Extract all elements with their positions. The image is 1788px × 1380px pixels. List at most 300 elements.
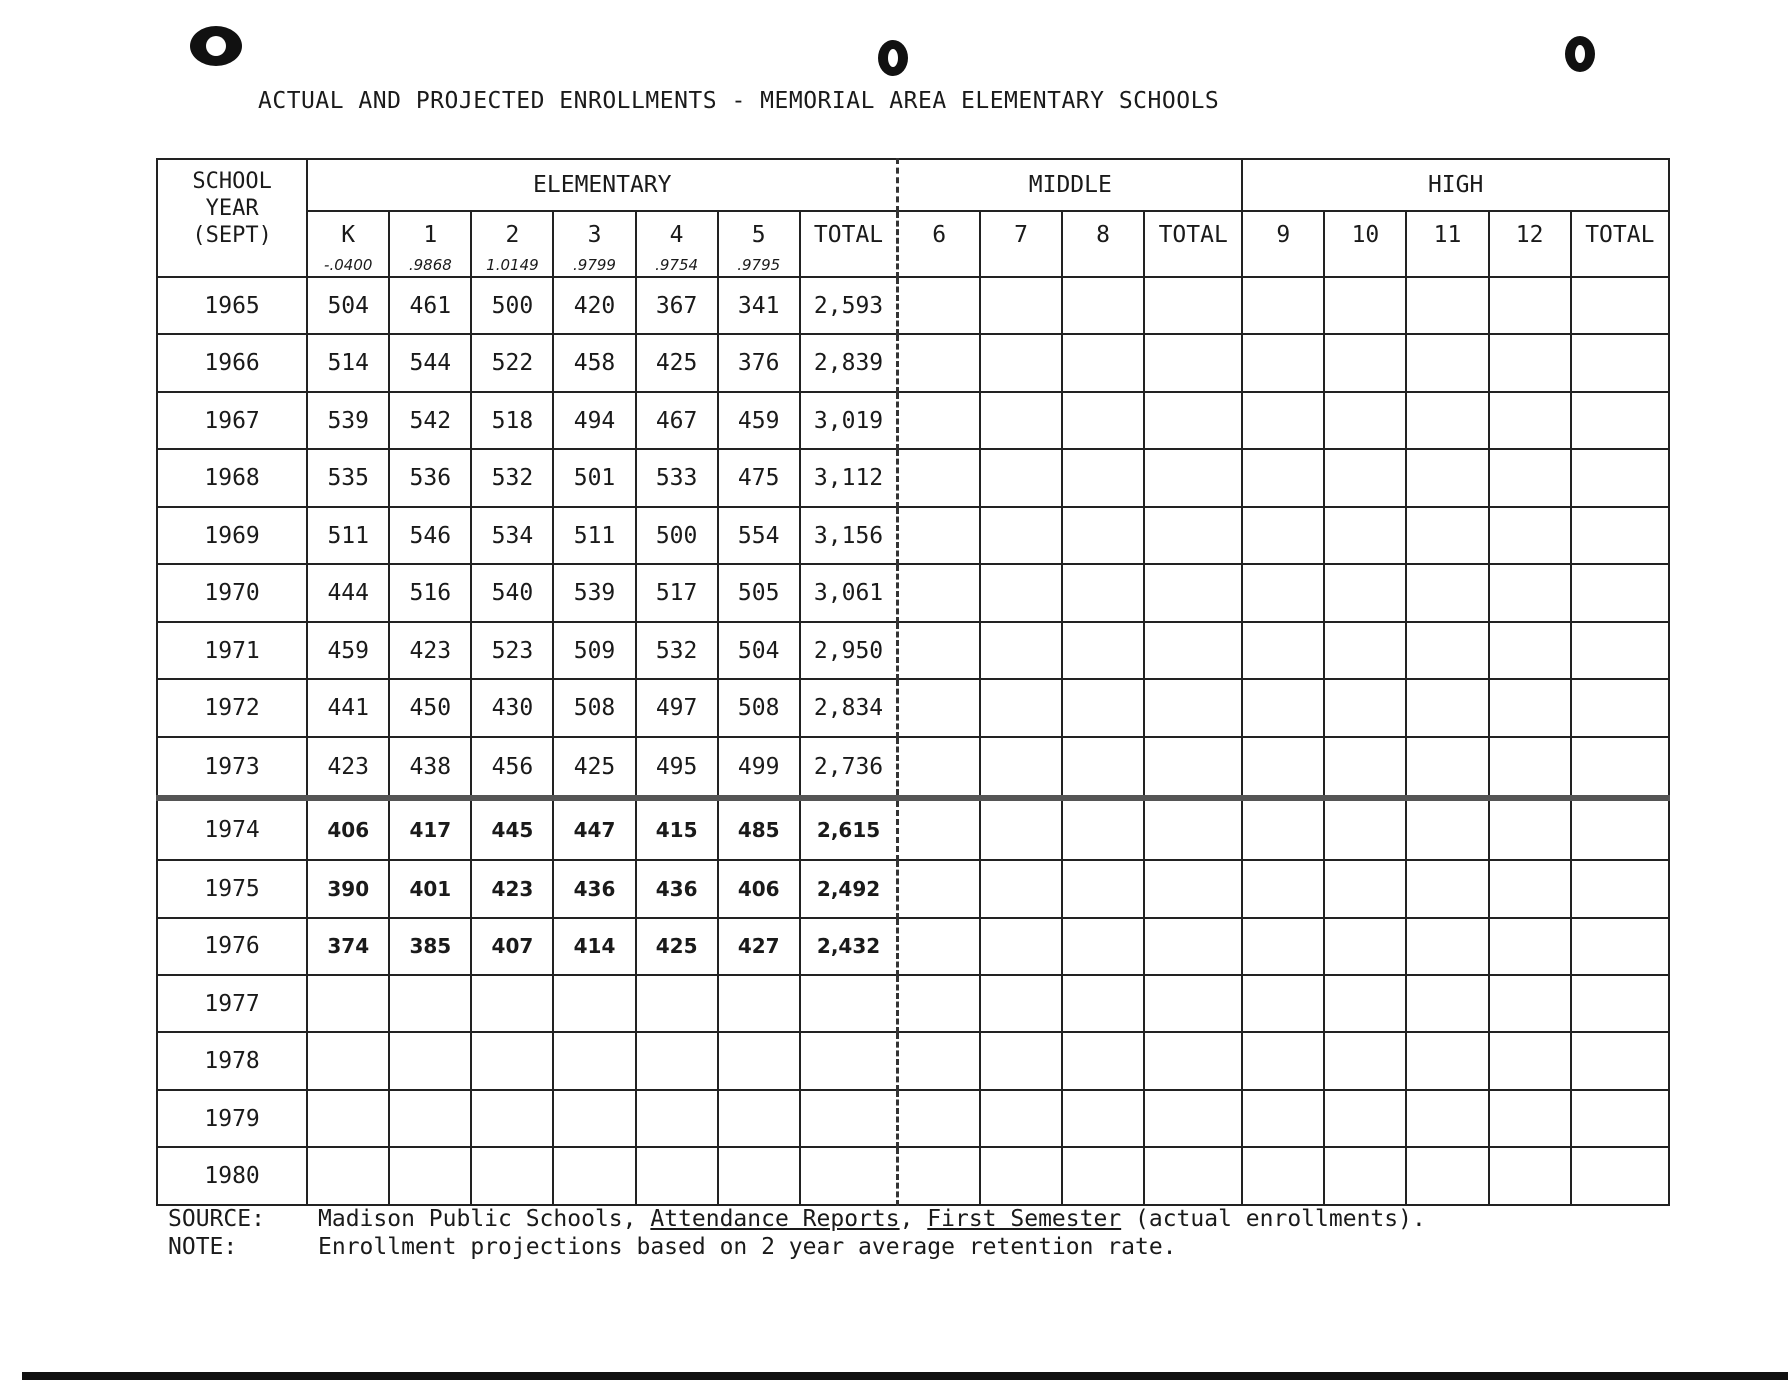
empty-cell bbox=[1571, 449, 1669, 506]
grade-header: 6 bbox=[898, 211, 980, 277]
retention-rate: .9799 bbox=[573, 256, 616, 274]
enrollment-cell: 3,112 bbox=[800, 449, 898, 506]
enrollment-cell: 430 bbox=[471, 679, 553, 736]
empty-cell bbox=[1144, 564, 1242, 621]
enrollment-cell bbox=[471, 1090, 553, 1147]
empty-cell bbox=[1406, 1147, 1488, 1205]
enrollment-cell: 461 bbox=[389, 277, 471, 334]
empty-cell bbox=[1571, 975, 1669, 1032]
empty-cell bbox=[1489, 564, 1571, 621]
enrollment-cell: 417 bbox=[389, 798, 471, 860]
enrollment-cell: 436 bbox=[553, 860, 635, 917]
empty-cell bbox=[1242, 1032, 1324, 1089]
enrollment-cell: 444 bbox=[307, 564, 389, 621]
retention-rate: 1.0149 bbox=[486, 256, 539, 274]
empty-cell bbox=[1324, 334, 1406, 391]
empty-cell bbox=[1062, 334, 1144, 391]
grade-header: 3 .9799 bbox=[553, 211, 635, 277]
empty-cell bbox=[1242, 507, 1324, 564]
empty-cell bbox=[898, 392, 980, 449]
grade-header: 1 .9868 bbox=[389, 211, 471, 277]
empty-cell bbox=[1062, 277, 1144, 334]
empty-cell bbox=[980, 737, 1062, 799]
empty-cell bbox=[1242, 798, 1324, 860]
empty-cell bbox=[1489, 507, 1571, 564]
enrollment-cell: 500 bbox=[471, 277, 553, 334]
empty-cell bbox=[1406, 1032, 1488, 1089]
enrollment-cell: 420 bbox=[553, 277, 635, 334]
empty-cell bbox=[1406, 622, 1488, 679]
enrollment-cell: 511 bbox=[307, 507, 389, 564]
enrollment-cell: 415 bbox=[636, 798, 718, 860]
empty-cell bbox=[980, 918, 1062, 975]
enrollment-cell: 423 bbox=[307, 737, 389, 799]
empty-cell bbox=[1144, 1032, 1242, 1089]
empty-cell bbox=[898, 679, 980, 736]
empty-cell bbox=[1242, 1147, 1324, 1205]
empty-cell bbox=[1489, 737, 1571, 799]
enrollment-cell: 501 bbox=[553, 449, 635, 506]
empty-cell bbox=[1406, 737, 1488, 799]
empty-cell bbox=[898, 507, 980, 564]
enrollment-cell: 475 bbox=[718, 449, 800, 506]
enrollment-cell: 504 bbox=[718, 622, 800, 679]
year-cell: 1973 bbox=[157, 737, 307, 799]
empty-cell bbox=[980, 564, 1062, 621]
enrollment-cell: 494 bbox=[553, 392, 635, 449]
enrollment-cell: 407 bbox=[471, 918, 553, 975]
empty-cell bbox=[898, 975, 980, 1032]
enrollment-cell bbox=[553, 1147, 635, 1205]
retention-rate: .9868 bbox=[408, 256, 452, 274]
empty-cell bbox=[1324, 507, 1406, 564]
year-cell: 1970 bbox=[157, 564, 307, 621]
enrollment-cell: 445 bbox=[471, 798, 553, 860]
empty-cell bbox=[1242, 334, 1324, 391]
enrollment-cell bbox=[307, 1147, 389, 1205]
enrollment-cell: 390 bbox=[307, 860, 389, 917]
enrollment-cell: 523 bbox=[471, 622, 553, 679]
document-title: ACTUAL AND PROJECTED ENROLLMENTS - MEMORIAL AREA ELEMENTARY SCHOOLS bbox=[258, 88, 1220, 114]
empty-cell bbox=[1242, 1090, 1324, 1147]
enrollment-cell: 423 bbox=[471, 860, 553, 917]
empty-cell bbox=[1406, 975, 1488, 1032]
empty-cell bbox=[1324, 975, 1406, 1032]
empty-cell bbox=[1062, 392, 1144, 449]
empty-cell bbox=[1571, 798, 1669, 860]
year-cell: 1971 bbox=[157, 622, 307, 679]
empty-cell bbox=[1489, 1147, 1571, 1205]
enrollment-cell bbox=[471, 1032, 553, 1089]
empty-cell bbox=[1242, 679, 1324, 736]
year-cell: 1965 bbox=[157, 277, 307, 334]
enrollment-cell: 438 bbox=[389, 737, 471, 799]
school-year-header: SCHOOL YEAR (SEPT) bbox=[157, 159, 307, 277]
empty-cell bbox=[1324, 737, 1406, 799]
empty-cell bbox=[980, 860, 1062, 917]
table-row bbox=[157, 918, 1669, 975]
enrollment-cell: 542 bbox=[389, 392, 471, 449]
enrollment-cell bbox=[800, 975, 898, 1032]
grade-header: 7 bbox=[980, 211, 1062, 277]
empty-cell bbox=[898, 737, 980, 799]
empty-cell bbox=[1062, 1032, 1144, 1089]
enrollment-cell: 423 bbox=[389, 622, 471, 679]
note-text: Enrollment projections based on 2 year average retention rate. bbox=[318, 1234, 1177, 1260]
empty-cell bbox=[1406, 1090, 1488, 1147]
enrollment-cell: 414 bbox=[553, 918, 635, 975]
enrollment-cell: 508 bbox=[718, 679, 800, 736]
enrollment-cell bbox=[718, 1032, 800, 1089]
table-row bbox=[157, 798, 1669, 860]
empty-cell bbox=[898, 277, 980, 334]
enrollment-cell: 2,839 bbox=[800, 334, 898, 391]
empty-cell bbox=[980, 975, 1062, 1032]
enrollment-cell: 374 bbox=[307, 918, 389, 975]
empty-cell bbox=[1242, 277, 1324, 334]
empty-cell bbox=[1571, 737, 1669, 799]
enrollment-cell bbox=[389, 1032, 471, 1089]
enrollment-cell bbox=[553, 975, 635, 1032]
empty-cell bbox=[1242, 737, 1324, 799]
enrollment-cell: 497 bbox=[636, 679, 718, 736]
empty-cell bbox=[1144, 798, 1242, 860]
note-label: NOTE: bbox=[168, 1234, 238, 1260]
empty-cell bbox=[1406, 564, 1488, 621]
empty-cell bbox=[1324, 1147, 1406, 1205]
empty-cell bbox=[980, 1032, 1062, 1089]
empty-cell bbox=[1144, 679, 1242, 736]
source-label: SOURCE: bbox=[168, 1206, 265, 1232]
empty-cell bbox=[1144, 1147, 1242, 1205]
footer-notes bbox=[168, 1205, 1426, 1261]
empty-cell bbox=[898, 334, 980, 391]
enrollment-cell: 3,019 bbox=[800, 392, 898, 449]
enrollment-cell: 458 bbox=[553, 334, 635, 391]
grade-header: 2 1.0149 bbox=[471, 211, 553, 277]
enrollment-cell bbox=[553, 1032, 635, 1089]
enrollment-cell: 540 bbox=[471, 564, 553, 621]
enrollment-cell bbox=[389, 975, 471, 1032]
table-row bbox=[157, 392, 1669, 449]
grade-header: 10 bbox=[1324, 211, 1406, 277]
table-row bbox=[157, 860, 1669, 917]
table-row bbox=[157, 334, 1669, 391]
year-cell: 1978 bbox=[157, 1032, 307, 1089]
enrollment-cell: 2,432 bbox=[800, 918, 898, 975]
high-group-header: HIGH bbox=[1242, 159, 1669, 211]
enrollment-cell: 3,156 bbox=[800, 507, 898, 564]
enrollment-cell bbox=[307, 975, 389, 1032]
empty-cell bbox=[980, 277, 1062, 334]
empty-cell bbox=[1242, 449, 1324, 506]
empty-cell bbox=[1062, 798, 1144, 860]
year-cell: 1972 bbox=[157, 679, 307, 736]
table-row bbox=[157, 622, 1669, 679]
enrollment-cell: 534 bbox=[471, 507, 553, 564]
empty-cell bbox=[1242, 860, 1324, 917]
table-row bbox=[157, 1090, 1669, 1147]
enrollment-cell: 514 bbox=[307, 334, 389, 391]
enrollment-cell: 517 bbox=[636, 564, 718, 621]
empty-cell bbox=[980, 392, 1062, 449]
enrollment-cell bbox=[718, 1090, 800, 1147]
year-cell: 1966 bbox=[157, 334, 307, 391]
empty-cell bbox=[1324, 564, 1406, 621]
empty-cell bbox=[1406, 918, 1488, 975]
empty-cell bbox=[898, 449, 980, 506]
enrollment-cell: 539 bbox=[553, 564, 635, 621]
enrollment-cell: 505 bbox=[718, 564, 800, 621]
empty-cell bbox=[1144, 334, 1242, 391]
source-text: Madison Public Schools, Attendance Reports, First Semester (actual enrollments). bbox=[318, 1206, 1426, 1232]
enrollment-cell bbox=[800, 1147, 898, 1205]
empty-cell bbox=[898, 798, 980, 860]
enrollment-cell: 516 bbox=[389, 564, 471, 621]
empty-cell bbox=[1489, 334, 1571, 391]
empty-cell bbox=[1062, 918, 1144, 975]
empty-cell bbox=[1324, 860, 1406, 917]
empty-cell bbox=[980, 798, 1062, 860]
empty-cell bbox=[898, 860, 980, 917]
empty-cell bbox=[980, 449, 1062, 506]
empty-cell bbox=[898, 564, 980, 621]
enrollment-cell: 532 bbox=[636, 622, 718, 679]
enrollment-cell: 500 bbox=[636, 507, 718, 564]
enrollment-cell: 467 bbox=[636, 392, 718, 449]
enrollment-cell: 385 bbox=[389, 918, 471, 975]
empty-cell bbox=[1062, 564, 1144, 621]
enrollment-cell: 544 bbox=[389, 334, 471, 391]
empty-cell bbox=[980, 679, 1062, 736]
empty-cell bbox=[1324, 798, 1406, 860]
punch-hole bbox=[190, 26, 242, 66]
empty-cell bbox=[1406, 334, 1488, 391]
empty-cell bbox=[898, 1147, 980, 1205]
empty-cell bbox=[1571, 334, 1669, 391]
enrollment-cell: 495 bbox=[636, 737, 718, 799]
retention-rate: -.0400 bbox=[324, 256, 373, 274]
enrollment-cell: 2,834 bbox=[800, 679, 898, 736]
grade-header: 8 bbox=[1062, 211, 1144, 277]
empty-cell bbox=[1489, 860, 1571, 917]
empty-cell bbox=[1406, 392, 1488, 449]
empty-cell bbox=[1571, 277, 1669, 334]
empty-cell bbox=[1144, 860, 1242, 917]
enrollment-cell: 2,492 bbox=[800, 860, 898, 917]
empty-cell bbox=[980, 507, 1062, 564]
enrollment-cell bbox=[636, 1032, 718, 1089]
enrollment-cell bbox=[800, 1032, 898, 1089]
table-row bbox=[157, 737, 1669, 799]
enrollment-cell: 406 bbox=[718, 860, 800, 917]
year-cell: 1969 bbox=[157, 507, 307, 564]
middle-group-header: MIDDLE bbox=[898, 159, 1242, 211]
empty-cell bbox=[1571, 507, 1669, 564]
empty-cell bbox=[1489, 1090, 1571, 1147]
enrollment-cell bbox=[718, 1147, 800, 1205]
enrollment-cell: 341 bbox=[718, 277, 800, 334]
empty-cell bbox=[1144, 737, 1242, 799]
empty-cell bbox=[898, 918, 980, 975]
empty-cell bbox=[1324, 392, 1406, 449]
enrollment-cell bbox=[389, 1090, 471, 1147]
empty-cell bbox=[1406, 507, 1488, 564]
empty-cell bbox=[1324, 449, 1406, 506]
empty-cell bbox=[1571, 564, 1669, 621]
empty-cell bbox=[1489, 449, 1571, 506]
year-cell: 1975 bbox=[157, 860, 307, 917]
enrollment-cell: 509 bbox=[553, 622, 635, 679]
enrollment-cell: 2,593 bbox=[800, 277, 898, 334]
empty-cell bbox=[1406, 277, 1488, 334]
empty-cell bbox=[1489, 622, 1571, 679]
year-cell: 1980 bbox=[157, 1147, 307, 1205]
enrollment-cell bbox=[471, 975, 553, 1032]
empty-cell bbox=[1571, 860, 1669, 917]
enrollment-cell: 406 bbox=[307, 798, 389, 860]
empty-cell bbox=[1571, 1032, 1669, 1089]
empty-cell bbox=[1489, 798, 1571, 860]
grade-header: 11 bbox=[1406, 211, 1488, 277]
enrollment-cell: 459 bbox=[718, 392, 800, 449]
enrollment-cell bbox=[636, 1090, 718, 1147]
enrollment-cell: 2,950 bbox=[800, 622, 898, 679]
enrollment-cell bbox=[307, 1032, 389, 1089]
empty-cell bbox=[980, 334, 1062, 391]
empty-cell bbox=[1489, 1032, 1571, 1089]
empty-cell bbox=[1062, 449, 1144, 506]
grade-header: 9 bbox=[1242, 211, 1324, 277]
enrollment-cell: 536 bbox=[389, 449, 471, 506]
grade-header: TOTAL bbox=[1571, 211, 1669, 277]
empty-cell bbox=[1324, 277, 1406, 334]
empty-cell bbox=[1324, 1090, 1406, 1147]
enrollment-cell bbox=[636, 1147, 718, 1205]
enrollment-cell: 539 bbox=[307, 392, 389, 449]
empty-cell bbox=[1062, 1147, 1144, 1205]
enrollment-cell: 546 bbox=[389, 507, 471, 564]
year-cell: 1974 bbox=[157, 798, 307, 860]
empty-cell bbox=[1062, 737, 1144, 799]
punch-hole bbox=[1565, 36, 1595, 72]
grade-header: 5 .9795 bbox=[718, 211, 800, 277]
table-row bbox=[157, 507, 1669, 564]
enrollment-cell: 456 bbox=[471, 737, 553, 799]
empty-cell bbox=[1144, 507, 1242, 564]
empty-cell bbox=[1571, 679, 1669, 736]
retention-rate: .9795 bbox=[737, 256, 781, 274]
empty-cell bbox=[1144, 392, 1242, 449]
enrollment-table bbox=[156, 158, 1670, 1206]
enrollment-cell: 459 bbox=[307, 622, 389, 679]
empty-cell bbox=[898, 622, 980, 679]
empty-cell bbox=[1571, 392, 1669, 449]
table-row bbox=[157, 1032, 1669, 1089]
enrollment-cell bbox=[718, 975, 800, 1032]
enrollment-cell bbox=[800, 1090, 898, 1147]
enrollment-cell: 425 bbox=[553, 737, 635, 799]
enrollment-cell: 532 bbox=[471, 449, 553, 506]
grade-header: TOTAL bbox=[800, 211, 898, 277]
enrollment-cell: 511 bbox=[553, 507, 635, 564]
empty-cell bbox=[1144, 277, 1242, 334]
enrollment-cell: 504 bbox=[307, 277, 389, 334]
enrollment-cell: 554 bbox=[718, 507, 800, 564]
table-row bbox=[157, 679, 1669, 736]
enrollment-cell: 425 bbox=[636, 918, 718, 975]
grade-header: 12 bbox=[1489, 211, 1571, 277]
grade-header: TOTAL bbox=[1144, 211, 1242, 277]
empty-cell bbox=[1406, 679, 1488, 736]
punch-hole bbox=[878, 40, 908, 76]
empty-cell bbox=[1144, 918, 1242, 975]
enrollment-cell bbox=[636, 975, 718, 1032]
empty-cell bbox=[1062, 622, 1144, 679]
empty-cell bbox=[1489, 277, 1571, 334]
retention-rate: .9754 bbox=[655, 256, 699, 274]
table-row bbox=[157, 1147, 1669, 1205]
enrollment-cell: 508 bbox=[553, 679, 635, 736]
empty-cell bbox=[1571, 918, 1669, 975]
empty-cell bbox=[1489, 392, 1571, 449]
enrollment-cell: 441 bbox=[307, 679, 389, 736]
empty-cell bbox=[1062, 1090, 1144, 1147]
enrollment-cell: 447 bbox=[553, 798, 635, 860]
enrollment-cell: 3,061 bbox=[800, 564, 898, 621]
empty-cell bbox=[1242, 564, 1324, 621]
enrollment-cell: 522 bbox=[471, 334, 553, 391]
empty-cell bbox=[980, 1090, 1062, 1147]
year-cell: 1967 bbox=[157, 392, 307, 449]
empty-cell bbox=[898, 1032, 980, 1089]
empty-cell bbox=[980, 1147, 1062, 1205]
empty-cell bbox=[1144, 1090, 1242, 1147]
empty-cell bbox=[1406, 860, 1488, 917]
empty-cell bbox=[1406, 798, 1488, 860]
empty-cell bbox=[1062, 860, 1144, 917]
enrollment-cell: 450 bbox=[389, 679, 471, 736]
table-row bbox=[157, 564, 1669, 621]
empty-cell bbox=[1062, 975, 1144, 1032]
page-edge-line bbox=[22, 1372, 1788, 1380]
year-cell: 1976 bbox=[157, 918, 307, 975]
empty-cell bbox=[1144, 975, 1242, 1032]
year-cell: 1968 bbox=[157, 449, 307, 506]
enrollment-cell: 499 bbox=[718, 737, 800, 799]
table-row bbox=[157, 975, 1669, 1032]
empty-cell bbox=[1144, 622, 1242, 679]
year-cell: 1979 bbox=[157, 1090, 307, 1147]
enrollment-cell: 518 bbox=[471, 392, 553, 449]
empty-cell bbox=[1571, 622, 1669, 679]
enrollment-cell: 485 bbox=[718, 798, 800, 860]
enrollment-cell bbox=[307, 1090, 389, 1147]
empty-cell bbox=[1571, 1147, 1669, 1205]
empty-cell bbox=[898, 1090, 980, 1147]
enrollment-cell bbox=[389, 1147, 471, 1205]
enrollment-cell: 425 bbox=[636, 334, 718, 391]
table-row bbox=[157, 277, 1669, 334]
empty-cell bbox=[1062, 507, 1144, 564]
enrollment-cell: 535 bbox=[307, 449, 389, 506]
grade-header: K -.0400 bbox=[307, 211, 389, 277]
enrollment-cell: 436 bbox=[636, 860, 718, 917]
enrollment-cell: 2,615 bbox=[800, 798, 898, 860]
enrollment-cell bbox=[471, 1147, 553, 1205]
empty-cell bbox=[1406, 449, 1488, 506]
enrollment-cell: 533 bbox=[636, 449, 718, 506]
